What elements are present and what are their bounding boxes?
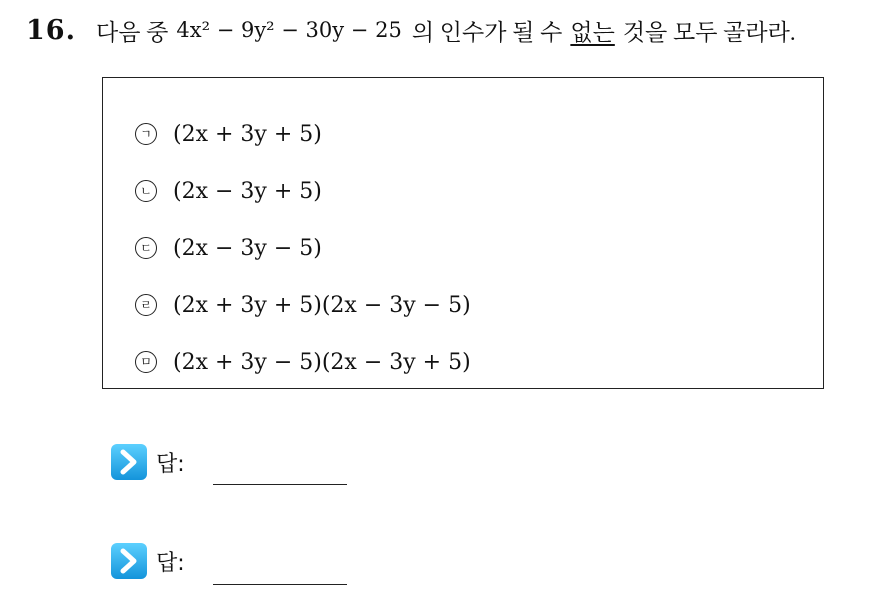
choice-item-3 (135, 231, 322, 265)
answer-row-1 (110, 442, 185, 482)
choice-item-5 (135, 345, 471, 379)
choice-marker-2: ㄴ (135, 180, 157, 202)
question-text-before: 다음 중 (95, 19, 169, 45)
question-expression: 4x² − 9y² − 30y − 25 (176, 18, 402, 42)
choice-expression-1: (2x + 3y + 5) (173, 121, 322, 147)
answer-input-1[interactable] (213, 484, 347, 485)
answer-label-2: 답: (156, 550, 185, 576)
question-header (26, 12, 796, 48)
chevron-right-icon (110, 542, 148, 580)
choice-expression-2: (2x − 3y + 5) (173, 178, 322, 204)
answer-label-1: 답: (156, 451, 185, 477)
choices-box (102, 77, 824, 389)
question-number: 16. (26, 14, 76, 46)
question-text (96, 14, 796, 47)
choice-marker-5: ㅁ (135, 351, 157, 373)
choice-marker-4: ㄹ (135, 294, 157, 316)
chevron-right-icon (110, 443, 148, 481)
question-text-after: 것을 모두 골라라. (622, 19, 796, 45)
choice-expression-5: (2x + 3y − 5)(2x − 3y + 5) (173, 349, 471, 375)
choice-expression-4: (2x + 3y + 5)(2x − 3y − 5) (173, 292, 471, 318)
answer-input-2[interactable] (213, 584, 347, 585)
choice-item-4 (135, 288, 471, 322)
choice-item-1 (135, 117, 322, 151)
question-text-middle: 의 인수가 될 수 (411, 19, 563, 45)
choice-marker-1: ㄱ (135, 123, 157, 145)
choice-item-2 (135, 174, 322, 208)
question-emphasis: 없는 (570, 19, 615, 45)
choice-expression-3: (2x − 3y − 5) (173, 235, 322, 261)
answer-row-2 (110, 541, 185, 581)
choice-marker-3: ㄷ (135, 237, 157, 259)
